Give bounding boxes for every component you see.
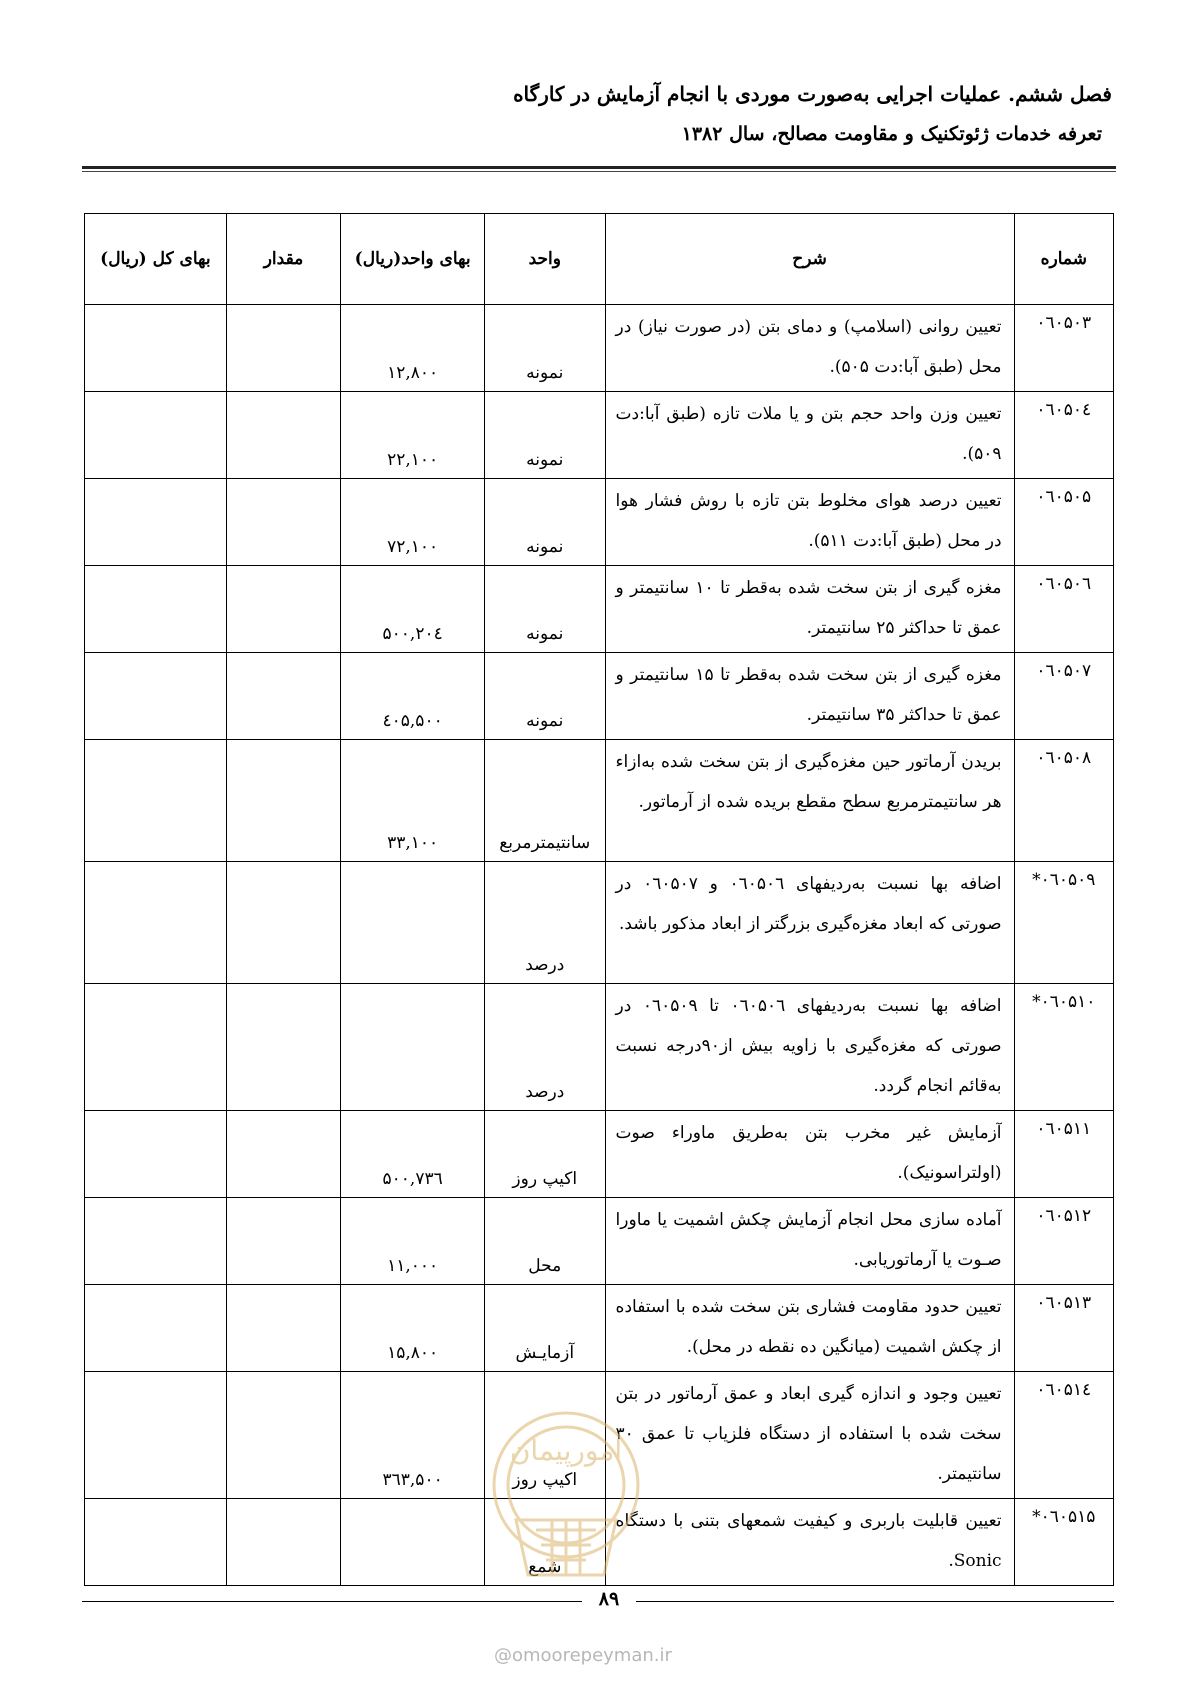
page-number: ۸۹	[598, 1588, 620, 1610]
row-number: ۰٦۰۵۱۲	[1014, 1198, 1113, 1285]
row-number: ۰٦۰۵۱۱	[1014, 1111, 1113, 1198]
row-total-price	[85, 566, 227, 653]
table-row	[85, 305, 1114, 392]
row-number: ۰٦۰۵۰۵	[1014, 479, 1113, 566]
row-description: تعیین وزن واحد حجم بتن و یا ملات تازه (طبق آبا:دت ۵۰۹).	[605, 392, 1014, 479]
table-row	[85, 566, 1114, 653]
row-quantity	[226, 1499, 341, 1586]
row-unit-price: ٤۰۵,۵۰۰	[341, 653, 485, 740]
row-quantity	[226, 479, 341, 566]
row-description: بریدن آرماتور حین مغزه‌گیری از بتن سخت شده به‌ازاء هر سانتیمترمربع سطح مقطع بریده شده از آرماتور.	[605, 740, 1014, 862]
column-header-quantity: مقدار	[226, 214, 341, 305]
row-quantity	[226, 305, 341, 392]
table-row	[85, 1285, 1114, 1372]
row-quantity	[226, 740, 341, 862]
row-number: ۰٦۰۵۰٤	[1014, 392, 1113, 479]
table-row	[85, 1111, 1114, 1198]
table-header-row	[85, 214, 1114, 305]
row-number: ۰٦۰۵۱۰*	[1014, 984, 1113, 1111]
row-quantity	[226, 1111, 341, 1198]
watermark-site: @omoorepeyman.ir	[494, 1645, 672, 1666]
row-unit: نمونه	[484, 566, 605, 653]
table-row	[85, 740, 1114, 862]
row-description: تعیین وجود و اندازه گیری ابعاد و عمق آرماتور در بتن سخت شده با استفاده از دستگاه فلزیاب تا عمق ۳۰ سانتیمتر.	[605, 1372, 1014, 1499]
table-row	[85, 984, 1114, 1111]
row-number: ۰٦۰۵۰۳	[1014, 305, 1113, 392]
row-unit: نمونه	[484, 653, 605, 740]
row-total-price	[85, 305, 227, 392]
row-unit: شمع	[484, 1499, 605, 1586]
row-description: تعیین روانی (اسلامپ) و دمای بتن (در صورت نیاز) در محل (طبق آبا:دت ۵۰۵).	[605, 305, 1014, 392]
row-number: ۰٦۰۵۰٦	[1014, 566, 1113, 653]
row-unit: محل	[484, 1198, 605, 1285]
seal-watermark	[486, 1390, 646, 1590]
row-total-price	[85, 1285, 227, 1372]
row-unit-price	[341, 984, 485, 1111]
chapter-title: فصل ششم. عملیات اجرایی به‌صورت موردی با انجام آزمایش در کارگاه	[513, 82, 1112, 106]
page-header	[78, 74, 1112, 154]
header-rule-thin	[82, 171, 1116, 172]
row-quantity	[226, 392, 341, 479]
row-total-price	[85, 740, 227, 862]
tariff-table	[84, 213, 1114, 1586]
row-description: اضافه بها نسبت به‌ردیفهای ۰٦۰۵۰٦ و ۰٦۰۵۰۷ در صورتی که ابعاد مغزه‌گیری بزرگتر از ابعاد مذکور باشد.	[605, 862, 1014, 984]
row-number: ۰٦۰۵۰۷	[1014, 653, 1113, 740]
table-row	[85, 653, 1114, 740]
table-row	[85, 1198, 1114, 1285]
table-row	[85, 392, 1114, 479]
row-total-price	[85, 1372, 227, 1499]
row-unit-price: ۳٦۳,۵۰۰	[341, 1372, 485, 1499]
row-description: تعیین قابلیت باربری و کیفیت شمعهای بتنی با دستگاه Sonic.	[605, 1499, 1014, 1586]
row-description: مغزه گیری از بتن سخت شده به‌قطر تا ۱۵ سانتیمتر و عمق تا حداکثر ۳۵ سانتیمتر.	[605, 653, 1014, 740]
table-row	[85, 862, 1114, 984]
row-number: ۰٦۰۵۱۳	[1014, 1285, 1113, 1372]
row-unit: اکیپ روز	[484, 1372, 605, 1499]
row-number: ۰٦۰۵۱٤	[1014, 1372, 1113, 1499]
row-unit: نمونه	[484, 305, 605, 392]
row-total-price	[85, 984, 227, 1111]
table-row	[85, 479, 1114, 566]
document-subtitle: تعرفه خدمات ژئوتکنیک و مقاومت مصالح، سال ۱۳۸۲	[681, 123, 1102, 145]
row-number: ۰٦۰۵۰۸	[1014, 740, 1113, 862]
footer-rule-left	[82, 1601, 582, 1602]
row-total-price	[85, 1111, 227, 1198]
row-description: آزمایش غیر مخرب بتن به‌طریق ماوراء صوت (اولتراسونیک).	[605, 1111, 1014, 1198]
column-header-unit-price: بهای واحد(ریال)	[341, 214, 485, 305]
row-total-price	[85, 392, 227, 479]
row-description: تعیین حدود مقاومت فشاری بتن سخت شده با استفاده از چکش اشمیت (میانگین ده نقطه در محل).	[605, 1285, 1014, 1372]
row-unit-price	[341, 862, 485, 984]
row-total-price	[85, 1499, 227, 1586]
footer-rule-right	[636, 1601, 1114, 1602]
row-unit: نمونه	[484, 479, 605, 566]
column-header-description: شرح	[605, 214, 1014, 305]
row-unit-price: ۷۲,۱۰۰	[341, 479, 485, 566]
row-quantity	[226, 1198, 341, 1285]
row-quantity	[226, 1372, 341, 1499]
row-quantity	[226, 862, 341, 984]
seal-text: امورپیمان	[509, 1434, 623, 1467]
row-description: مغزه گیری از بتن سخت شده به‌قطر تا ۱۰ سانتیمتر و عمق تا حداکثر ۲۵ سانتیمتر.	[605, 566, 1014, 653]
row-quantity	[226, 566, 341, 653]
row-unit: نمونه	[484, 392, 605, 479]
row-quantity	[226, 1285, 341, 1372]
row-quantity	[226, 984, 341, 1111]
row-unit: اکیپ روز	[484, 1111, 605, 1198]
column-header-number: شماره	[1014, 214, 1113, 305]
row-unit: سانتیمترمربع	[484, 740, 605, 862]
header-rule	[82, 166, 1116, 169]
row-total-price	[85, 862, 227, 984]
row-description: تعیین درصد هوای مخلوط بتن تازه با روش فشار هوا در محل (طبق آبا:دت ۵۱۱).	[605, 479, 1014, 566]
row-unit: درصد	[484, 862, 605, 984]
row-unit-price: ۱۱,۰۰۰	[341, 1198, 485, 1285]
row-description: اضافه بها نسبت به‌ردیفهای ۰٦۰۵۰٦ تا ۰٦۰۵۰۹ در صورتی که مغزه‌گیری با زاویه بیش از۹۰درجه نسبت به‌قائم انجام گردد.	[605, 984, 1014, 1111]
row-unit-price: ۲۲,۱۰۰	[341, 392, 485, 479]
row-total-price	[85, 479, 227, 566]
row-number: ۰٦۰۵۰۹*	[1014, 862, 1113, 984]
row-unit: آزمایـش	[484, 1285, 605, 1372]
row-total-price	[85, 1198, 227, 1285]
row-total-price	[85, 653, 227, 740]
row-unit-price: ۱۲,۸۰۰	[341, 305, 485, 392]
row-unit-price: ۱۵,۸۰۰	[341, 1285, 485, 1372]
row-unit: درصد	[484, 984, 605, 1111]
column-header-total-price: بهای کل (ریال)	[85, 214, 227, 305]
row-quantity	[226, 653, 341, 740]
row-number: ۰٦۰۵۱۵*	[1014, 1499, 1113, 1586]
row-unit-price	[341, 1499, 485, 1586]
row-unit-price: ۲۰٤,۵۰۰	[341, 566, 485, 653]
column-header-unit: واحد	[484, 214, 605, 305]
row-unit-price: ۷۳٦,۵۰۰	[341, 1111, 485, 1198]
row-description: آماده سازی محل انجام آزمایش چکش اشمیت یا ماورا صـوت یا آرماتوریابی.	[605, 1198, 1014, 1285]
row-unit-price: ۳۳,۱۰۰	[341, 740, 485, 862]
